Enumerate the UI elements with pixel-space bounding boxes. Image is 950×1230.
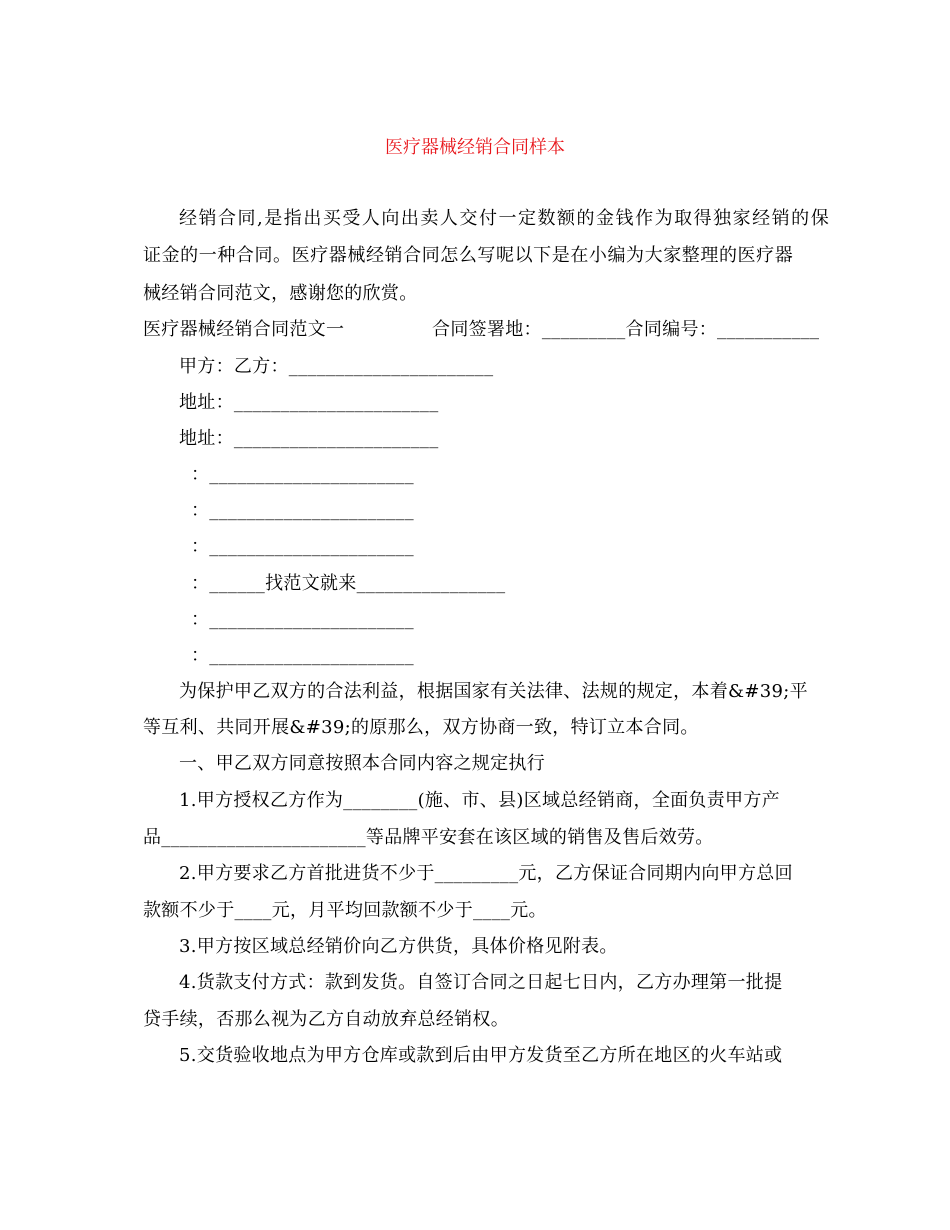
clause-1-line-2: 品______________________等品牌平安套在该区域的销售及售后效劳。 bbox=[143, 827, 714, 848]
address-line-2: 地址：______________________ bbox=[179, 428, 439, 449]
address-line-1: 地址：______________________ bbox=[179, 392, 439, 413]
intro-line-2: 证金的一种合同。医疗器械经销合同怎么写呢以下是在小编为大家整理的医疗器 bbox=[143, 245, 793, 266]
clause-4-line-1: 4.货款支付方式：款到发货。自签订合同之日起七日内，乙方办理第一批提 bbox=[179, 972, 783, 993]
blank-field-6: ：______________________ bbox=[191, 645, 414, 666]
intro-line-1: 经销合同,是指出买受人向出卖人交付一定数额的金钱作为取得独家经销的保 bbox=[179, 208, 829, 229]
document-title: 医疗器械经销合同样本 bbox=[385, 137, 565, 158]
party-line: 甲方：乙方：______________________ bbox=[179, 356, 494, 377]
blank-field-1: ：______________________ bbox=[191, 464, 414, 485]
clause-2-line-1: 2.甲方要求乙方首批进货不少于_________元，乙方保证合同期内向甲方总回 bbox=[179, 863, 793, 884]
blank-field-3: ：______________________ bbox=[191, 536, 414, 557]
intro-line-3: 械经销合同范文，感谢您的欣赏。 bbox=[143, 283, 418, 304]
preamble-line-1: 为保护甲乙双方的合法利益，根据国家有关法律、法规的规定，本着&#39;平 bbox=[179, 681, 808, 702]
sample-heading: 医疗器械经销合同范文一 合同签署地：_________合同编号：___________ bbox=[143, 319, 820, 340]
blank-field-5: ：______________________ bbox=[191, 609, 414, 630]
clause-5: 5.交货验收地点为甲方仓库或款到后由甲方发货至乙方所在地区的火车站或 bbox=[179, 1045, 783, 1066]
clause-3: 3.甲方按区域总经销价向乙方供货，具体价格见附表。 bbox=[179, 936, 618, 957]
blank-field-4: ：______找范文就来________________ bbox=[191, 573, 506, 594]
section-1-heading: 一、甲乙双方同意按照本合同内容之规定执行 bbox=[179, 753, 545, 774]
clause-1-line-1: 1.甲方授权乙方作为________(施、市、县)区域总经销商，全面负责甲方产 bbox=[179, 790, 780, 811]
clause-2-line-2: 款额不少于____元，月平均回款额不少于____元。 bbox=[143, 900, 547, 921]
clause-4-line-2: 贷手续，否那么视为乙方自动放弃总经销权。 bbox=[143, 1009, 509, 1030]
preamble-line-2: 等互利、共同开展&#39;的原那么，双方协商一致，特订立本合同。 bbox=[143, 717, 699, 738]
blank-field-2: ：______________________ bbox=[191, 500, 414, 521]
